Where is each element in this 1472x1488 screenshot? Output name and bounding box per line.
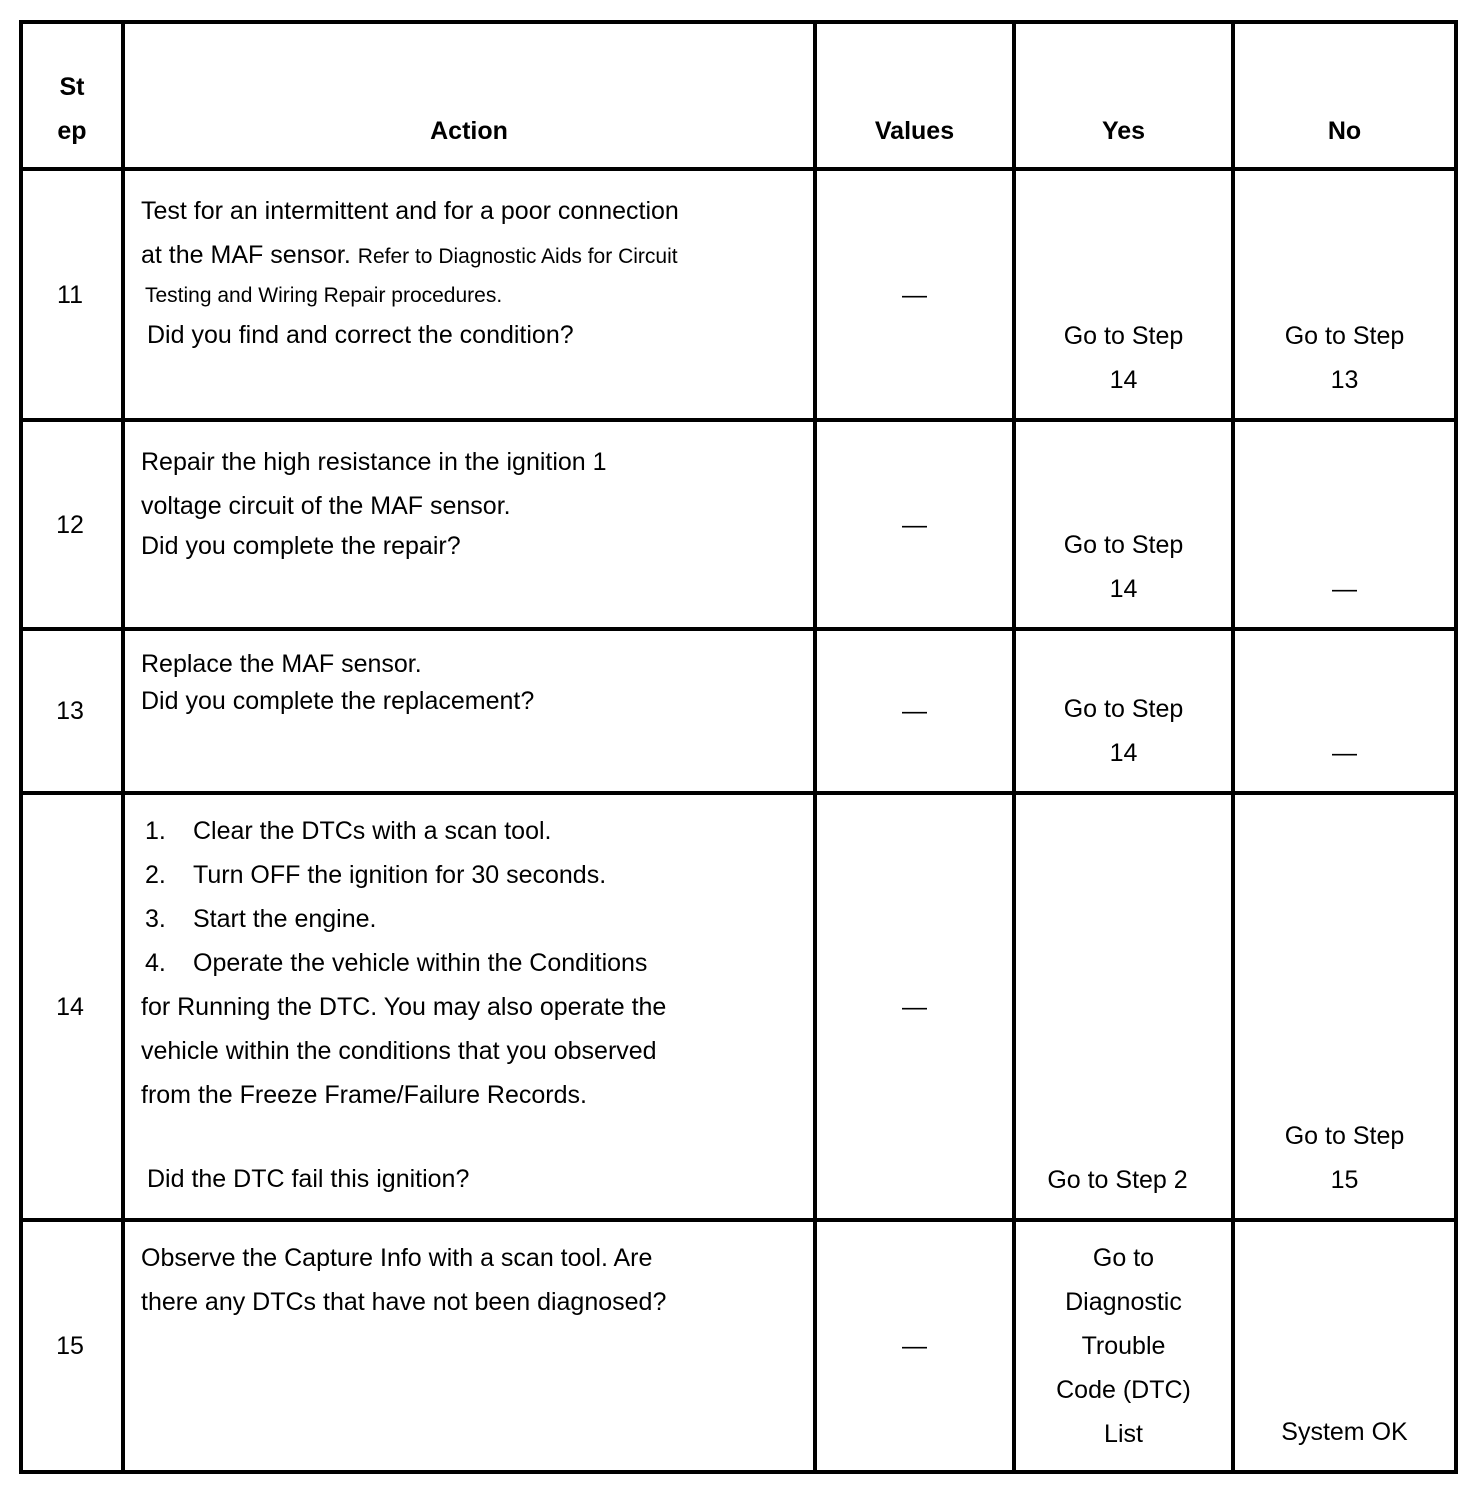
table-row <box>21 629 1456 793</box>
action-cell: Repair the high resistance in the ignition 1 voltage circuit of the MAF sensor. Did you complete the repair? <box>123 420 815 629</box>
value-cell: — <box>815 629 1014 793</box>
diagnostic-table <box>19 20 1458 1474</box>
header-step: St ep <box>21 22 123 169</box>
table-row <box>21 793 1456 1220</box>
action-cell: Observe the Capture Info with a scan tool. Are there any DTCs that have not been diagnosed? <box>123 1220 815 1472</box>
yes-cell: Go to Step 2 <box>1014 793 1233 1220</box>
no-cell: Go to Step 15 <box>1233 793 1456 1220</box>
no-cell: — <box>1233 629 1456 793</box>
step-number: 11 <box>21 169 123 420</box>
header-values: Values <box>815 22 1014 169</box>
table-row <box>21 169 1456 420</box>
header-yes: Yes <box>1014 22 1233 169</box>
header-action: Action <box>123 22 815 169</box>
header-no: No <box>1233 22 1456 169</box>
step-number: 13 <box>21 629 123 793</box>
list-item: 2. Turn OFF the ignition for 30 seconds. <box>145 861 607 889</box>
yes-cell: Go to Step 14 <box>1014 169 1233 420</box>
action-cell: Test for an intermittent and for a poor connection at the MAF sensor. Refer to Diagnostic Aids for Circuit Testing and Wiring Repair procedures. Did you find and correct the condition? <box>123 169 815 420</box>
list-item: 4. Operate the vehicle within the Conditions <box>145 949 648 977</box>
yes-cell: Go to Step 14 <box>1014 629 1233 793</box>
no-cell: System OK <box>1233 1220 1456 1472</box>
value-cell: — <box>815 793 1014 1220</box>
value-cell: — <box>815 169 1014 420</box>
yes-cell: Go to Step 14 <box>1014 420 1233 629</box>
action-cell: Replace the MAF sensor. Did you complete the replacement? <box>123 629 815 793</box>
value-cell: — <box>815 420 1014 629</box>
step-number: 12 <box>21 420 123 629</box>
table-row <box>21 420 1456 629</box>
table-row <box>21 1220 1456 1472</box>
action-cell: 1. Clear the DTCs with a scan tool. 2. Turn OFF the ignition for 30 seconds. 3. Start the engine. 4. Operate the vehicle within the Conditions for Running the DTC. You may also operate the vehicle within the conditions that you observed from the Freeze Frame/Failure Records. Did the DTC fail this ignition? <box>123 793 815 1220</box>
value-cell: — <box>815 1220 1014 1472</box>
list-item: 3. Start the engine. <box>145 905 377 933</box>
header-row <box>21 22 1456 169</box>
step-number: 15 <box>21 1220 123 1472</box>
step-number: 14 <box>21 793 123 1220</box>
list-item: 1. Clear the DTCs with a scan tool. <box>145 817 552 845</box>
no-cell: — <box>1233 420 1456 629</box>
no-cell: Go to Step 13 <box>1233 169 1456 420</box>
yes-cell: Go to Diagnostic Trouble Code (DTC) List <box>1014 1220 1233 1472</box>
